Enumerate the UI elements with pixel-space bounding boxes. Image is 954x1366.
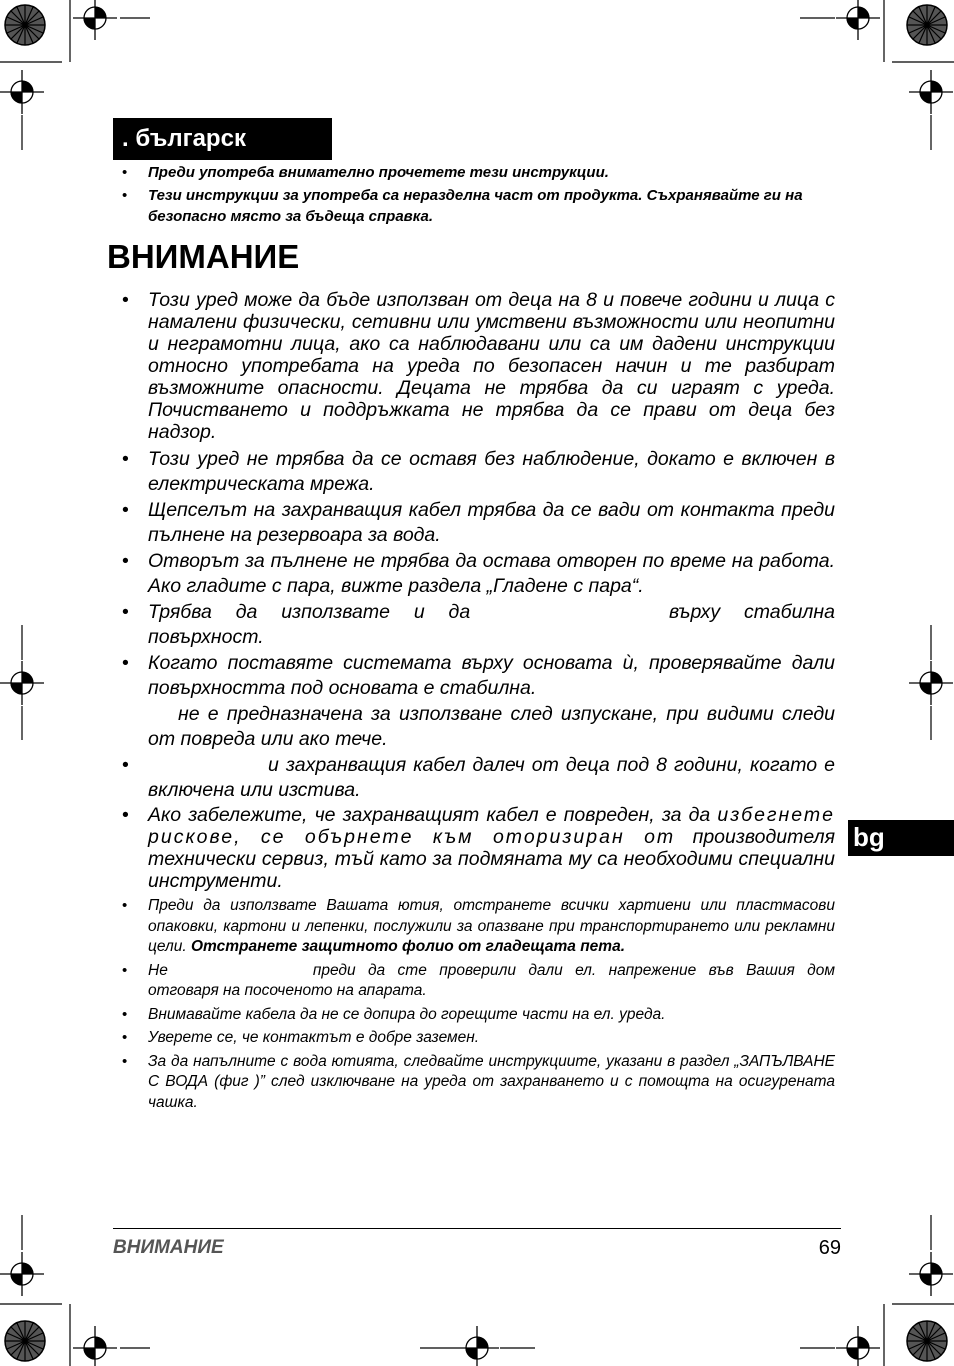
- warning-item: [113, 804, 835, 892]
- crosshair-mark: [909, 1252, 953, 1296]
- intro-item: • Тези инструкции за употреба са неразделна част от продукта. Съхранявайте ги на безопасно място за бъдеща справка.: [113, 185, 835, 227]
- warning-item: • За да напълните с вода ютията, следвайте инструкциите, указани в раздел „ЗАПЪЛВАНЕ С ВОДА (фиг )” след изключване на уреда от захранването и с помощта на осигурената чашка.: [113, 1052, 835, 1114]
- warning-bold-text: Отстранете защитното фолио от гладещата пета.: [190, 938, 625, 955]
- warning-item: [113, 961, 835, 1002]
- intro-list: [113, 162, 835, 229]
- warning-text: избегнете рискове, се обърнете към оторизиран от: [148, 804, 835, 848]
- warning-text: преди да сте проверили дали ел. напрежение във Вашия дом отговаря на посоченото на апарата.: [148, 961, 835, 999]
- crosshair-mark: [836, 0, 880, 40]
- intro-item: • Преди употреба внимателно прочетете тези инструкции.: [113, 162, 835, 183]
- warning-item: [113, 702, 835, 752]
- warning-text: Преди да използвате Вашата ютия, отстранете всички хартиени или пластмасови опаковки, картони и лепенки, послужили за опазване при транспортирането или рекламни цели.: [148, 897, 835, 955]
- crosshair-mark: [909, 70, 953, 114]
- language-label: . българск: [113, 118, 332, 160]
- warning-item: • Този уред може да бъде използван от деца на 8 и повече години и лица с намалени физически, сетивни или умствени възможности или неопитни и неграмотни лица, ако са наблюдавани или са им дадени инструкции относно употребата на уреда по безопасен начин и те разбират възможните опасности. Децата не трябва да си играят с уреда. Почистването и поддръжката не трябва да се прави от деца без надзор.: [113, 289, 835, 443]
- warning-text: Ако забележите, че захранващият кабел е повреден, за да: [148, 804, 711, 826]
- warning-item: • Този уред не трябва да се оставя без наблюдение, докато е включен в електрическата мрежа.: [113, 447, 835, 497]
- warning-text: не е предназначена за използване след изпускане, при видими следи от повреда или ако тече.: [148, 703, 835, 750]
- warning-item: [113, 600, 835, 650]
- crosshair-mark: [909, 661, 953, 705]
- crosshair-mark: [455, 1326, 499, 1366]
- warning-text: производителя технически сервиз, тъй като за подмяната му са необходими специални инструменти.: [148, 826, 835, 892]
- warning-item: • Отворът за пълнене не трябва да остава отворен по време на работа. Ако гладите с пара, вижте раздела „Гладене с пара“.: [113, 549, 835, 599]
- warnings-list: [113, 289, 835, 1116]
- warning-item: [113, 896, 835, 958]
- corner-star-mark: [5, 5, 45, 45]
- page-title: ВНИМАНИЕ: [107, 238, 300, 275]
- language-tab: bg: [848, 820, 954, 856]
- footer-title: ВНИМАНИЕ: [113, 1237, 224, 1258]
- warning-text: върху стабилна повърхност.: [148, 601, 835, 648]
- crosshair-mark: [73, 1326, 117, 1366]
- corner-star-mark: [907, 5, 947, 45]
- crosshair-mark: [0, 70, 44, 114]
- corner-star-mark: [907, 1321, 947, 1361]
- warning-text: Не: [148, 961, 168, 979]
- warning-item: [113, 753, 835, 803]
- warning-text: и захранващия кабел далеч от деца под 8 години, когато е включена или изстива.: [148, 754, 835, 801]
- crosshair-mark: [73, 0, 117, 40]
- page-number: 69: [818, 1237, 841, 1259]
- crosshair-mark: [0, 1252, 44, 1296]
- corner-star-mark: [5, 1321, 45, 1361]
- footer-divider: [113, 1228, 841, 1229]
- crosshair-mark: [0, 661, 44, 705]
- warning-item: • Щепселът на захранващия кабел трябва да се вади от контакта преди пълнене на резервоара за вода.: [113, 498, 835, 548]
- warning-text: Трябва да използвате и да: [148, 601, 471, 623]
- crosshair-mark: [836, 1326, 880, 1366]
- warning-item: • Уверете се, че контактът е добре заземен.: [113, 1028, 835, 1049]
- warning-item: • Когато поставяте системата върху основата ѝ, проверявайте дали повърхността под основата е стабилна.: [113, 651, 835, 701]
- warning-item: • Внимавайте кабела да не се допира до горещите части на ел. уреда.: [113, 1005, 835, 1026]
